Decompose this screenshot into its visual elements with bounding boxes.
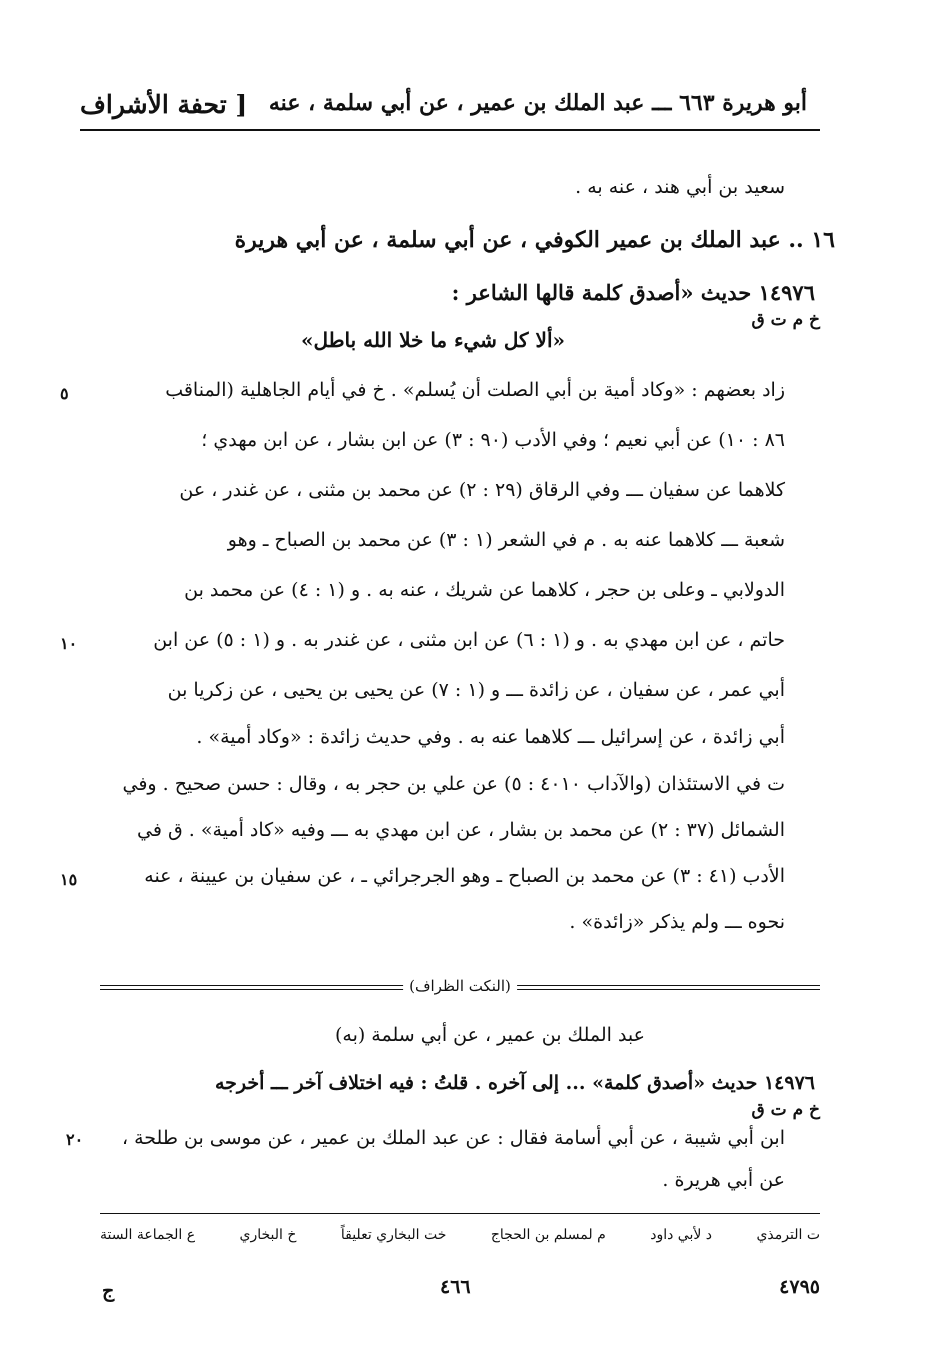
hadith-line: أبي زائدة ، عن إسرائيل ـــ كلاهما عنه به . وفي حديث زائدة : «وكاد أمية» . [196, 726, 785, 748]
volume-code: ٤٧٩٥ [779, 1276, 820, 1298]
abbreviation: ع الجماعة الستة [100, 1227, 196, 1243]
abbreviation: خت البخاري تعليقاً [340, 1227, 447, 1243]
nukat-sigla: خ م ت ق [751, 1100, 820, 1120]
running-title: أبو هريرة ٦٦٣ ـــ عبد الملك بن عمير ، عن أبي سلمة ، عنه [268, 90, 807, 116]
margin-line-number: ١٥ [60, 870, 78, 889]
hadith-line: زاد بعضهم : «وكاد أمية بن أبي الصلت أن يُسلم» . خ في أيام الجاهلية (المناقب [165, 379, 785, 401]
hadith-line: حاتم ، عن ابن مهدي به . و (١ : ٦) عن ابن مثنى ، عن غندر به . و (١ : ٥) عن ابن [153, 629, 785, 651]
hadith-line: الأدب (٤١ : ٣) عن محمد بن الصباح ـ وهو الجرجرائي ـ ، عن سفيان بن عيينة ، عنه [144, 865, 785, 887]
hadith-line: نحوه ـــ ولم يذكر «زائدة» . [569, 911, 785, 933]
abbreviation-key [100, 1227, 820, 1243]
margin-line-number: ٥ [60, 384, 69, 403]
section-heading: ١٦ .. عبد الملك بن عمير الكوفي ، عن أبي سلمة ، عن أبي هريرة [234, 227, 835, 253]
abbreviation: خ البخاري [239, 1227, 297, 1243]
nukat-line: ابن أبي شيبة ، عن أبي أسامة فقال : عن عبد الملك بن عمير ، عن موسى بن طلحة ، [121, 1127, 785, 1149]
hadith-line: كلاهما عن سفيان ـــ وفي الرقاق (٢٩ : ٢) عن محمد بن مثنى ، عن غندر ، عن [179, 479, 785, 501]
footer-rule [100, 1213, 820, 1214]
nukat-line: عن أبي هريرة . [662, 1169, 785, 1191]
section-divider [100, 977, 820, 999]
hadith-line: ٨٦ : ١٠) عن أبي نعيم ؛ وفي الأدب (٩٠ : ٣) عن ابن بشار ، عن ابن مهدي ؛ [201, 429, 785, 451]
abbreviation: د لأبي داود [650, 1227, 713, 1243]
hadith-sigla: خ م ت ق [751, 310, 820, 330]
book-title: [ تحفة الأشراف [80, 90, 248, 119]
header-rule [80, 129, 820, 131]
hadith-line: الشمائل (٣٧ : ٢) عن محمد بن بشار ، عن ابن مهدي به ـــ وفيه «كاد أمية» . ق في [137, 819, 785, 841]
hadith-verse: «ألا كل شيء ما خلا الله باطل» [300, 328, 565, 352]
abbreviation: ت الترمذي [756, 1227, 820, 1243]
nukat-subheading: عبد الملك بن عمير ، عن أبي سلمة (به) [334, 1024, 645, 1046]
divider-label: (النكت الظراف) [403, 977, 517, 995]
hadith-line: شعبة ـــ كلاهما عنه به . م في الشعر (١ : ٣) عن محمد بن الصباح ـ وهو [227, 529, 785, 551]
margin-line-number: ٢٠ [66, 1130, 84, 1149]
margin-line-number: ١٠ [60, 634, 78, 653]
hadith-line: أبي عمر ، عن سفيان ، عن زائدة ـــ و (١ : ٧) عن يحيى بن يحيى ، عن زكريا بن [167, 679, 785, 701]
nukat-heading: ١٤٩٧٦ حديث «أصدق كلمة» ... إلى آخره . قلتُ : فيه اختلاف آخر ـــ أخرجه [215, 1072, 815, 1094]
hadith-line: الدولابي ـ وعلى بن حجر ، كلاهما عن شريك ، عنه به . و (١ : ٤) عن محمد بن [184, 579, 785, 601]
abbreviation: م لمسلم بن الحجاج [490, 1227, 606, 1243]
hadith-line: ت في الاستئذان (والآداب ٤٠١٠ : ٥) عن علي بن حجر به ، وقال : حسن صحيح . وفي [122, 773, 785, 795]
page-number: ٤٦٦ [440, 1276, 471, 1298]
hadith-heading: ١٤٩٧٦ حديث «أصدق كلمة قالها الشاعر : [451, 280, 815, 305]
signature-mark: ج [102, 1280, 115, 1302]
intro-line: سعيد بن أبي هند ، عنه به . [575, 176, 785, 198]
